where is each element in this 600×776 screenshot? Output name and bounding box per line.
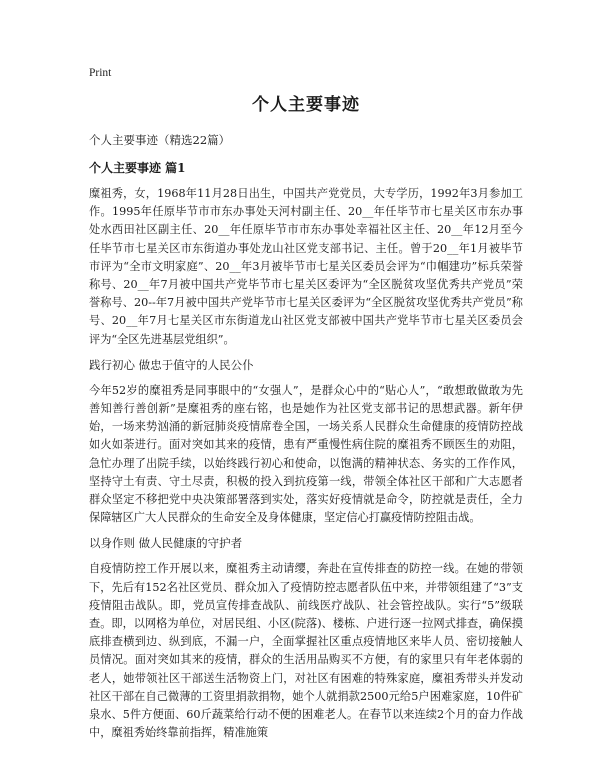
paragraph-biography: 糜祖秀，女，1968年11月28日出生，中国共产党党员，大专学历，1992年3月参加工作。1995年任原毕节市市东办事处天河村副主任、20__年任毕节市七星关区市东办事处水西田社区副主任、20__年任原毕节市市东办事处幸福社区主任、20__年12月至今任毕节市七星关区市东街道办事处龙山社区党支部书记、主任。曾于20__年1月被毕节市评为“全市文明家庭”、20__年3月被毕节市七星关区委员会评为“巾帼建功”标兵荣誉称号、20__年7月被中国共产党毕节市七星关区委评为“全区脱贫攻坚优秀共产党员”荣誉称号、20--年7月被中国共产党毕节市七星关区委评为“全区脱贫攻坚优秀共产党员”称号、20__年7月七星关区市东街道龙山社区党支部被中国共产党毕节市七星关区委员会评为“全区先进基层党组织”。 (89, 187, 523, 346)
paragraph-pandemic-fight: 今年52岁的糜祖秀是同事眼中的“女强人”，是群众心中的“贴心人”，“敢想敢做敢为先善知善行善创新”是糜祖秀的座右铭，也是她作为社区党支部书记的思想武器。新年伊始，一场来势汹涌的新冠肺炎疫情席卷全国，一场关系人民群众生命健康的疫情防控战如火如荼进行。面对突如其来的疫情，患有严重慢性病住院的糜祖秀不顾医生的劝阻，急忙办理了出院手续，以始终践行初心和使命，以饱满的精神状态、务实的工作作风，坚持守土有责、守土尽责，积极的投入到抗疫第一线，带领全体社区干部和广大志愿者群众坚定不移把党中央决策部署落到实处，落实好疫情就是命令，防控就是责任，全力保障辖区广大人民群众的生命安全及身体健康，坚定信心打赢疫情防控阻击战。 (89, 383, 523, 525)
document-page (89, 66, 523, 750)
document-subtitle: 个人主要事迹（精选22篇） (89, 133, 231, 147)
print-label: Print (89, 67, 112, 79)
sub-heading-guardian: 以身作则 做人民健康的守护者 (89, 536, 243, 551)
sub-heading-practice: 践行初心 做忠于值守的人民公仆 (89, 357, 254, 372)
paragraph-prevention-work: 自疫情防控工作开展以来，糜祖秀主动请缨，奔赴在宣传排查的防控一线。在她的带领下，先后有152名社区党员、群众加入了疫情防控志愿者队伍中来，并带领组建了“3”支疫情阻击战队。即，党员宣传排查战队、前线医疗战队、社会管控战队。实行“5”级联查。即，以网格为单位，对居民组、小区(院落)、楼栋、户进行逐一拉网式排查，确保摸底排查横到边、纵到底，不漏一户，全面掌握社区重点疫情地区来毕人员、密切接触人员情况。面对突如其来的疫情，群众的生活用品购买不方便，有的家里只有年老体弱的老人，她带领社区干部送生活物资上门，对社区有困难的特殊家庭，糜祖秀带头并发动社区干部在自己微薄的工资里捐款捐物，她个人就捐款2500元给5户困难家庭，10件矿泉水、5件方便面、60斤蔬菜给行动不便的困难老人。在春节以来连续2个月的奋力作战中，糜祖秀始终靠前指挥，精准施策 (89, 562, 523, 740)
section-heading: 个人主要事迹 篇1 (89, 161, 186, 175)
document-title: 个人主要事迹 (252, 95, 360, 115)
